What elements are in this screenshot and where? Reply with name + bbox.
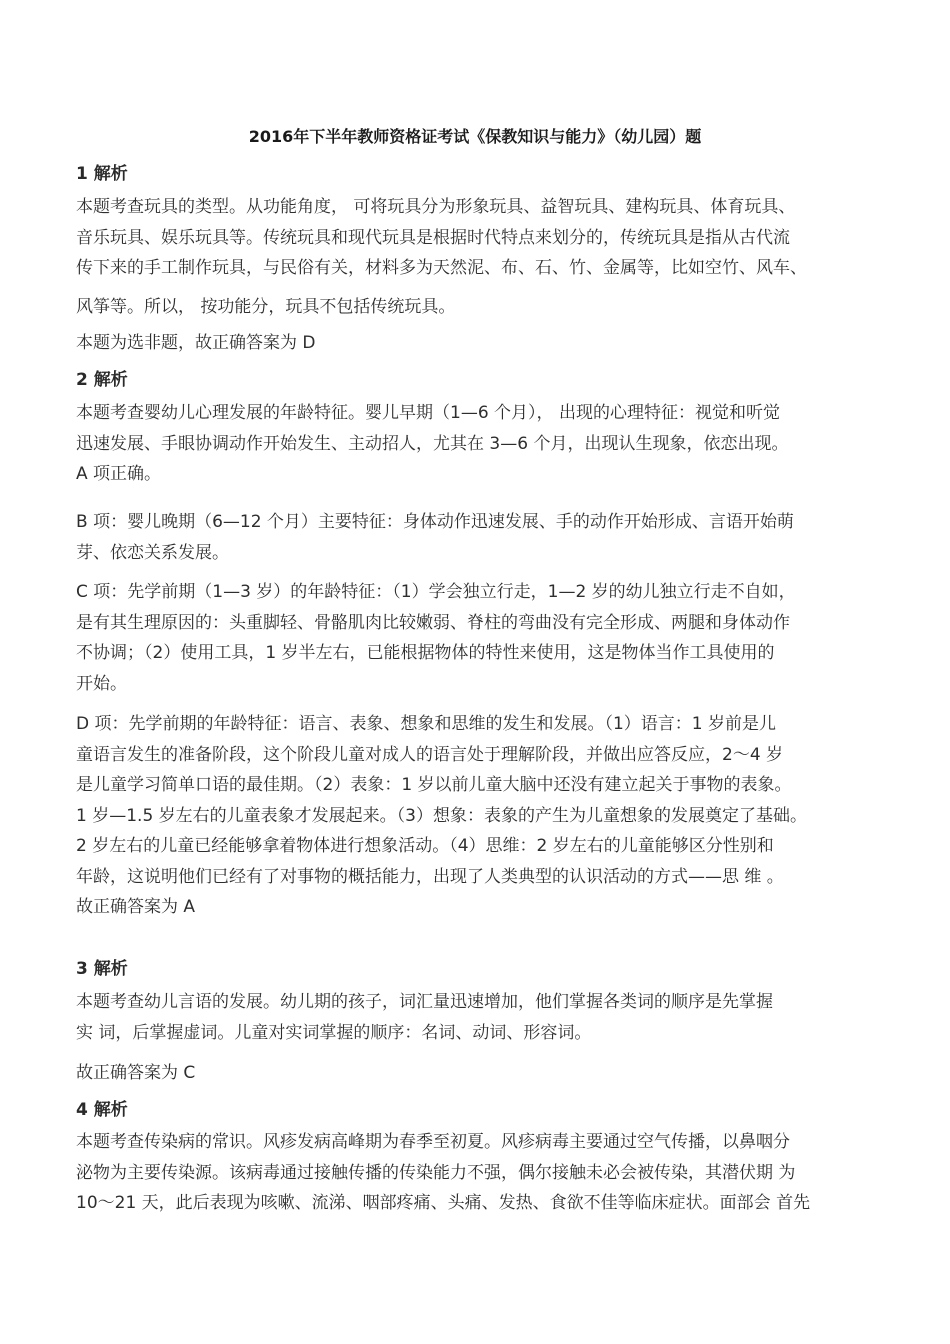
text-line: 风筝等。所以， 按功能分，玩具不包括传统玩具。: [76, 297, 456, 317]
text-line: 迅速发展、手眼协调动作开始发生、主动招人，尤其在 3—6 个月，出现认生现象，依恋出现。: [76, 433, 789, 454]
text-line: 本题考查幼儿言语的发展。幼儿期的孩子，词汇量迅速增加，他们掌握各类词的顺序是先掌握: [76, 992, 773, 1012]
text-line: 2 岁左右的儿童已经能够拿着物体进行想象活动。（4）思维：2 岁左右的儿童能够区分性别和: [76, 836, 774, 856]
section-4-paragraph-1: [76, 1127, 906, 1219]
section-1-paragraph-2: [76, 292, 906, 323]
section-3-paragraph-1: [76, 987, 906, 1048]
text-line: 本题为选非题，故正确答案为 D: [76, 333, 316, 353]
section-3-answer: [76, 1058, 906, 1089]
section-2-paragraph-d: [76, 709, 906, 923]
document-title: 2016年下半年教师资格证考试《保教知识与能力》（幼儿园）题: [248, 127, 702, 146]
section-2-paragraph-b: [76, 507, 906, 568]
text-line: 不协调；（2）使用工具，1 岁半左右，已能根据物体的特性来使用，这是物体当作工具使用的: [76, 643, 775, 663]
section-2-paragraph-1: [76, 398, 906, 490]
text-line: 故正确答案为 A: [76, 897, 196, 917]
section-1-answer: [76, 328, 906, 359]
text-line: 年龄，这说明他们已经有了对事物的概括能力，出现了人类典型的认识活动的方式——思 维 。: [76, 866, 784, 887]
text-line: B 项：婴儿晚期（6—12 个月）主要特征：身体动作迅速发展、手的动作开始形成、言语开始萌: [76, 512, 794, 532]
text-line: 是有其生理原因的：头重脚轻、骨骼肌肉比较嫩弱、脊柱的弯曲没有完全形成、两腿和身体动作: [76, 612, 790, 633]
text-line: A 项正确。: [76, 464, 162, 484]
text-line: 实 词，后掌握虚词。儿童对实词掌握的顺序：名词、动词、形容词。: [76, 1022, 592, 1043]
text-line: 本题考查玩具的类型。从功能角度， 可将玩具分为形象玩具、益智玩具、建构玩具、体育玩具、: [76, 197, 796, 217]
section-4-heading: 4 解析: [76, 1100, 128, 1120]
text-line: 1 岁—1.5 岁左右的儿童表象才发展起来。（3）想象：表象的产生为儿童想象的发展奠定了基础。: [76, 805, 807, 826]
section-1-heading: 1 解析: [76, 164, 128, 184]
text-line: 本题考查传染病的常识。风疹发病高峰期为春季至初夏。风疹病毒主要通过空气传播，以鼻咽分: [76, 1132, 790, 1152]
section-2-heading: 2 解析: [76, 370, 128, 390]
text-line: 泌物为主要传染源。该病毒通过接触传播的传染能力不强，偶尔接触未必会被传染，其潜伏期 为: [76, 1162, 796, 1183]
text-line: C 项：先学前期（1—3 岁）的年龄特征：（1）学会独立行走，1—2 岁的幼儿独立行走不自如，: [76, 582, 796, 602]
text-line: 10～21 天，此后表现为咳嗽、流涕、咽部疼痛、头痛、发热、食欲不佳等临床症状。面部会 首先: [76, 1193, 811, 1213]
text-line: 童语言发生的准备阶段，这个阶段儿童对成人的语言处于理解阶段，并做出应答反应，2～4 岁: [76, 744, 784, 765]
text-line: 开始。: [76, 673, 127, 694]
text-line: 音乐玩具、娱乐玩具等。传统玩具和现代玩具是根据时代特点来划分的，传统玩具是指从古代流: [76, 227, 790, 248]
section-1-paragraph-1: [76, 192, 906, 284]
text-line: 本题考查婴幼儿心理发展的年龄特征。婴儿早期（1—6 个月）， 出现的心理特征：视觉和听觉: [76, 403, 780, 423]
text-line: D 项：先学前期的年龄特征：语言、表象、想象和思维的发生和发展。（1）语言：1 岁前是儿: [76, 714, 777, 734]
text-line: 芽、依恋关系发展。: [76, 542, 229, 563]
text-line: 故正确答案为 C: [76, 1063, 196, 1083]
text-line: 传下来的手工制作玩具，与民俗有关，材料多为天然泥、布、石、竹、金属等，比如空竹、风车、: [76, 258, 807, 278]
section-2-paragraph-c: [76, 577, 906, 699]
text-line: 是儿童学习简单口语的最佳期。（2）表象：1 岁以前儿童大脑中还没有建立起关于事物的表象。: [76, 775, 792, 795]
section-3-heading: 3 解析: [76, 959, 128, 979]
